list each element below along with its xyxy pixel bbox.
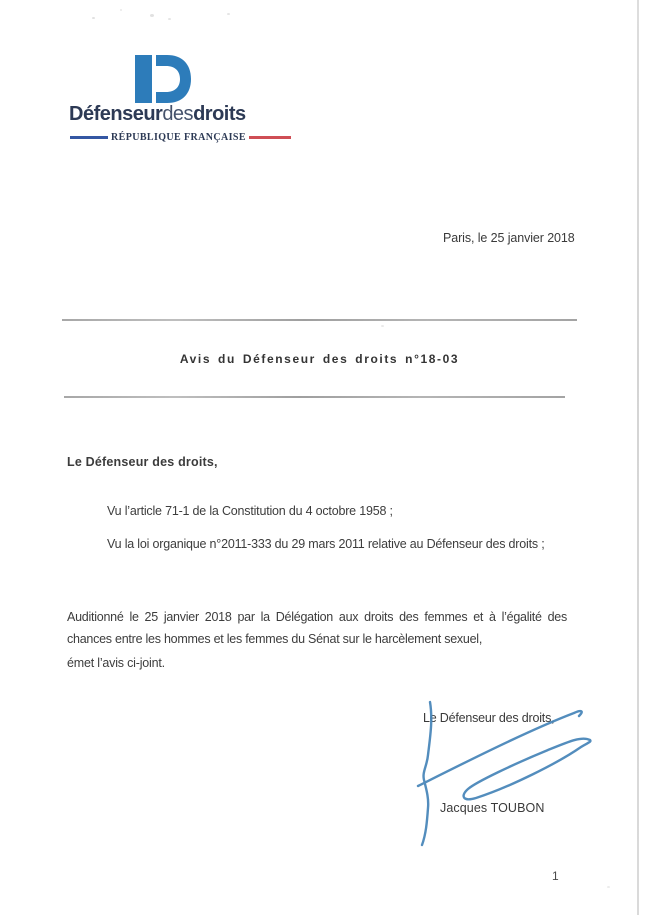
recital-line: Vu l’article 71-1 de la Constitution du 4 octobre 1958 ; xyxy=(107,504,393,518)
logo-wordmark xyxy=(69,103,269,126)
salutation-line: Le Défenseur des droits, xyxy=(67,455,218,469)
signatory-name: Jacques TOUBON xyxy=(440,801,545,815)
scan-speck xyxy=(150,14,154,17)
place-date-line: Paris, le 25 janvier 2018 xyxy=(443,231,575,245)
title-rule-bottom xyxy=(64,396,565,398)
scan-speck xyxy=(120,9,122,11)
handwritten-signature-ink xyxy=(402,698,602,858)
flag-red-line xyxy=(249,136,291,139)
scan-speck xyxy=(227,13,230,15)
scan-speck xyxy=(381,325,384,327)
defenseur-des-droits-logo-d-icon xyxy=(135,55,191,108)
logo-word-des: des xyxy=(162,103,194,125)
scan-speck xyxy=(92,17,95,19)
recital-line: Vu la loi organique n°2011-333 du 29 mars 2011 relative au Défenseur des droits ; xyxy=(107,537,545,551)
logo-word-droits: droits xyxy=(193,103,246,125)
flag-blue-line xyxy=(70,136,108,139)
scan-edge-artifact xyxy=(637,0,639,915)
body-paragraph: Auditionné le 25 janvier 2018 par la Délégation aux droits des femmes et à l’égalité des chances entre les hommes et les femmes du Sénat sur le harcèlement sexuel, xyxy=(67,610,567,646)
signature-intro-line: Le Défenseur des droits, xyxy=(423,711,555,725)
closing-paragraph: émet l’avis ci-joint. xyxy=(67,656,165,670)
page-number: 1 xyxy=(552,869,559,883)
logo-tagline-row xyxy=(70,130,256,144)
scan-speck xyxy=(607,886,610,888)
title-rule-top xyxy=(62,319,577,321)
logo-word-defenseur: Défenseur xyxy=(69,103,163,125)
logo-tagline: RÉPUBLIQUE FRANÇAISE xyxy=(111,131,246,143)
document-title: Avis du Défenseur des droits n°18-03 xyxy=(179,352,460,366)
scan-speck xyxy=(168,18,171,20)
